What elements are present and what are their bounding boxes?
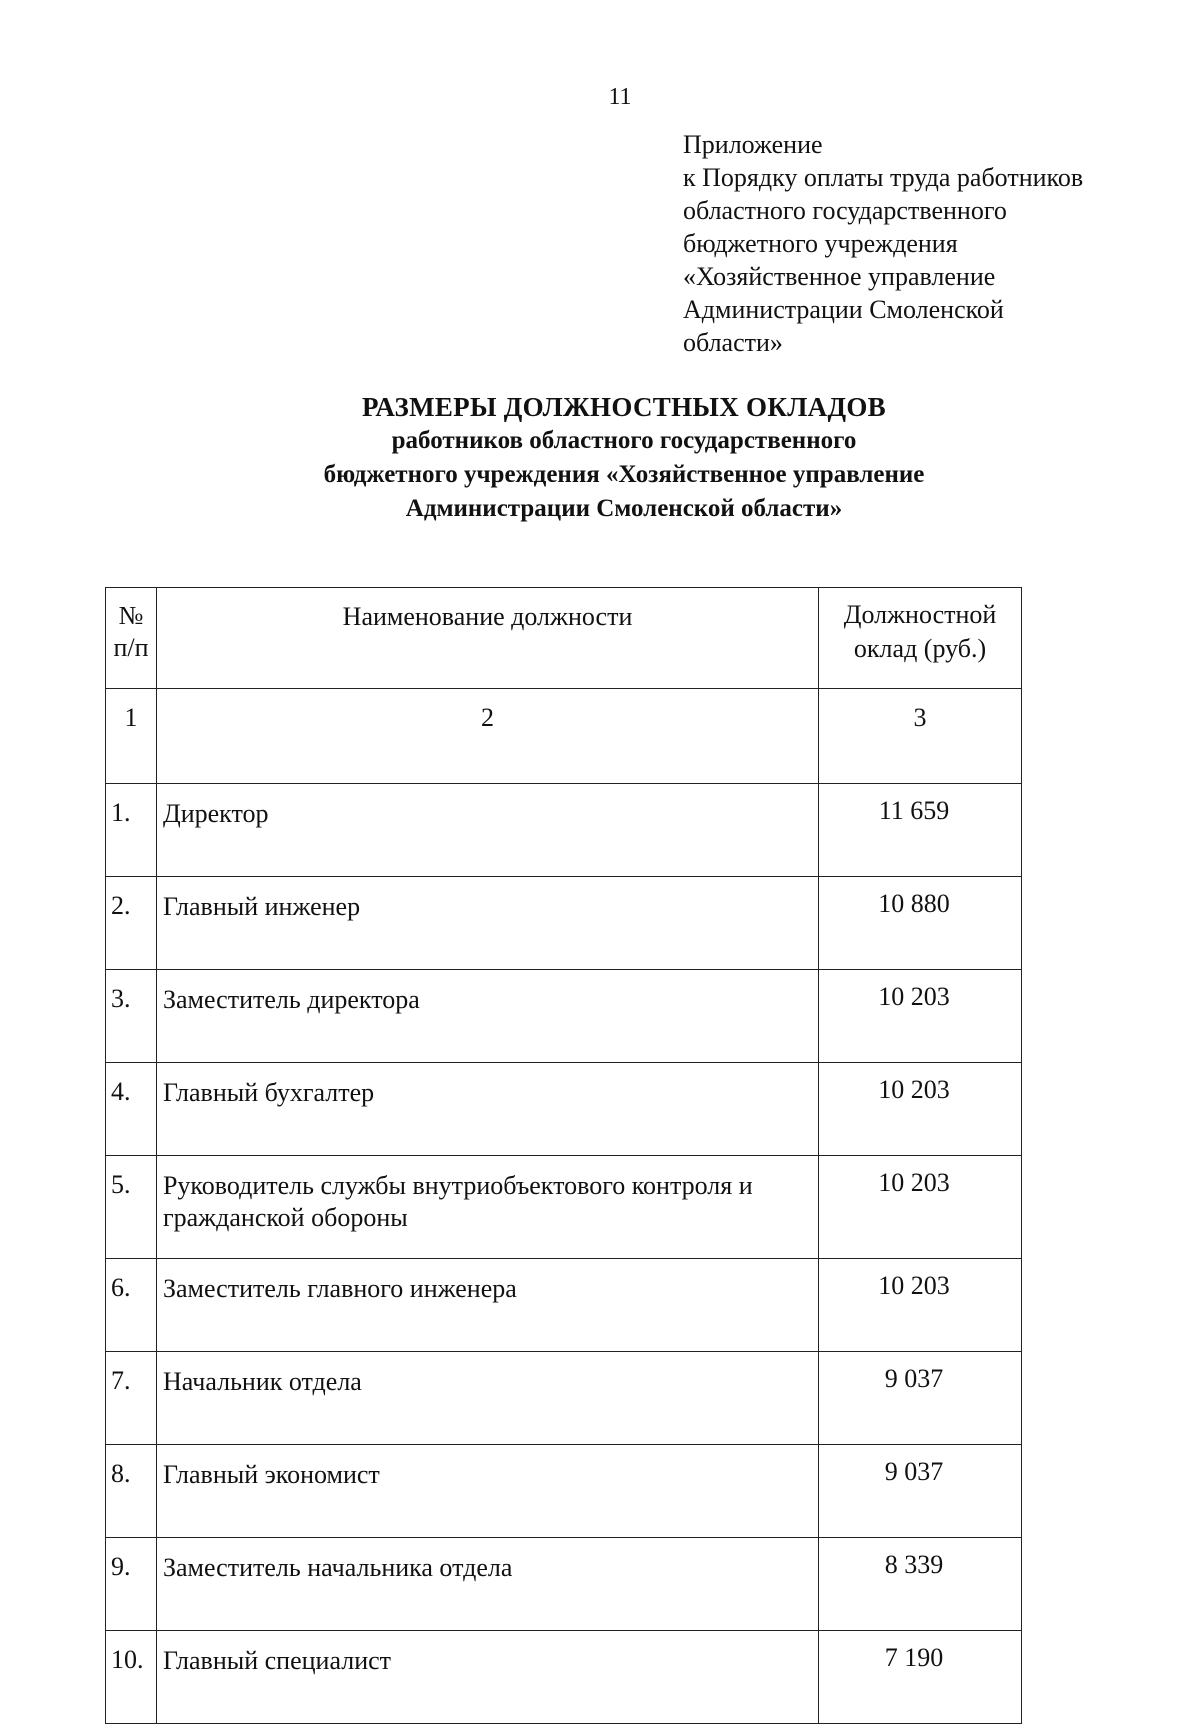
position-name: Заместитель начальника отдела [156, 1538, 818, 1631]
appendix-line: Приложение [683, 130, 823, 159]
salary-value: 9 037 [819, 1352, 1022, 1445]
position-name: Директор [156, 784, 818, 877]
appendix-header [683, 128, 1183, 359]
table-row [106, 877, 1022, 970]
table-row [106, 970, 1022, 1063]
appendix-line: областного государственного [683, 196, 1007, 225]
salary-value: 10 880 [819, 877, 1022, 970]
position-name: Главный специалист [156, 1631, 818, 1724]
position-name: Начальник отдела [156, 1352, 818, 1445]
title-main: РАЗМЕРЫ ДОЛЖНОСТНЫХ ОКЛАДОВ [362, 392, 886, 422]
table-row [106, 1352, 1022, 1445]
row-number: 2. [106, 877, 157, 970]
table-header-row [106, 588, 1022, 689]
row-number: 3. [106, 970, 157, 1063]
row-number: 4. [106, 1063, 157, 1156]
appendix-line: к Порядку оплаты труда работников [683, 163, 1084, 192]
row-number: 10. [106, 1631, 157, 1724]
header-number-line2: п/п [113, 633, 149, 662]
salary-value: 11 659 [819, 784, 1022, 877]
table-row [106, 1156, 1022, 1259]
table-row [106, 784, 1022, 877]
salary-value: 10 203 [819, 1156, 1022, 1259]
position-name: Главный бухгалтер [156, 1063, 818, 1156]
subtitle-line: Администрации Смоленской области» [405, 495, 843, 522]
table-row [106, 1259, 1022, 1352]
position-name: Главный инженер [156, 877, 818, 970]
row-number: 6. [106, 1259, 157, 1352]
position-name: Руководитель службы внутриобъектового контроля и гражданской обороны [156, 1156, 818, 1259]
position-name: Заместитель директора [156, 970, 818, 1063]
salary-value: 7 190 [819, 1631, 1022, 1724]
column-index: 3 [819, 689, 1022, 784]
appendix-line: области» [683, 328, 783, 357]
column-index: 1 [106, 689, 157, 784]
table-row [106, 1631, 1022, 1724]
header-salary-line2: оклад (руб.) [853, 634, 987, 663]
column-index: 2 [156, 689, 818, 784]
position-name: Главный экономист [156, 1445, 818, 1538]
appendix-line: бюджетного учреждения [683, 229, 958, 258]
row-number: 8. [106, 1445, 157, 1538]
subtitle-line: работников областного государственного [391, 427, 857, 454]
subtitle-line: бюджетного учреждения «Хозяйственное управление [323, 461, 925, 488]
header-salary-line1: Должностной [843, 600, 997, 629]
position-name: Заместитель главного инженера [156, 1259, 818, 1352]
salary-value: 10 203 [819, 1063, 1022, 1156]
page-number: 11 [608, 84, 632, 110]
row-number: 1. [106, 784, 157, 877]
salary-value: 8 339 [819, 1538, 1022, 1631]
column-index-row [106, 689, 1022, 784]
header-salary [819, 588, 1022, 689]
salary-value: 9 037 [819, 1445, 1022, 1538]
appendix-line: «Хозяйственное управление [683, 262, 996, 291]
header-position: Наименование должности [156, 588, 818, 689]
appendix-line: Администрации Смоленской [683, 295, 1004, 324]
salary-value: 10 203 [819, 970, 1022, 1063]
row-number: 5. [106, 1156, 157, 1259]
header-number [106, 588, 157, 689]
document-title [0, 390, 1200, 526]
header-number-line1: № [118, 601, 144, 630]
table-row [106, 1063, 1022, 1156]
salary-value: 10 203 [819, 1259, 1022, 1352]
table-row [106, 1538, 1022, 1631]
row-number: 9. [106, 1538, 157, 1631]
row-number: 7. [106, 1352, 157, 1445]
table-row [106, 1445, 1022, 1538]
salary-table [105, 587, 1022, 1724]
